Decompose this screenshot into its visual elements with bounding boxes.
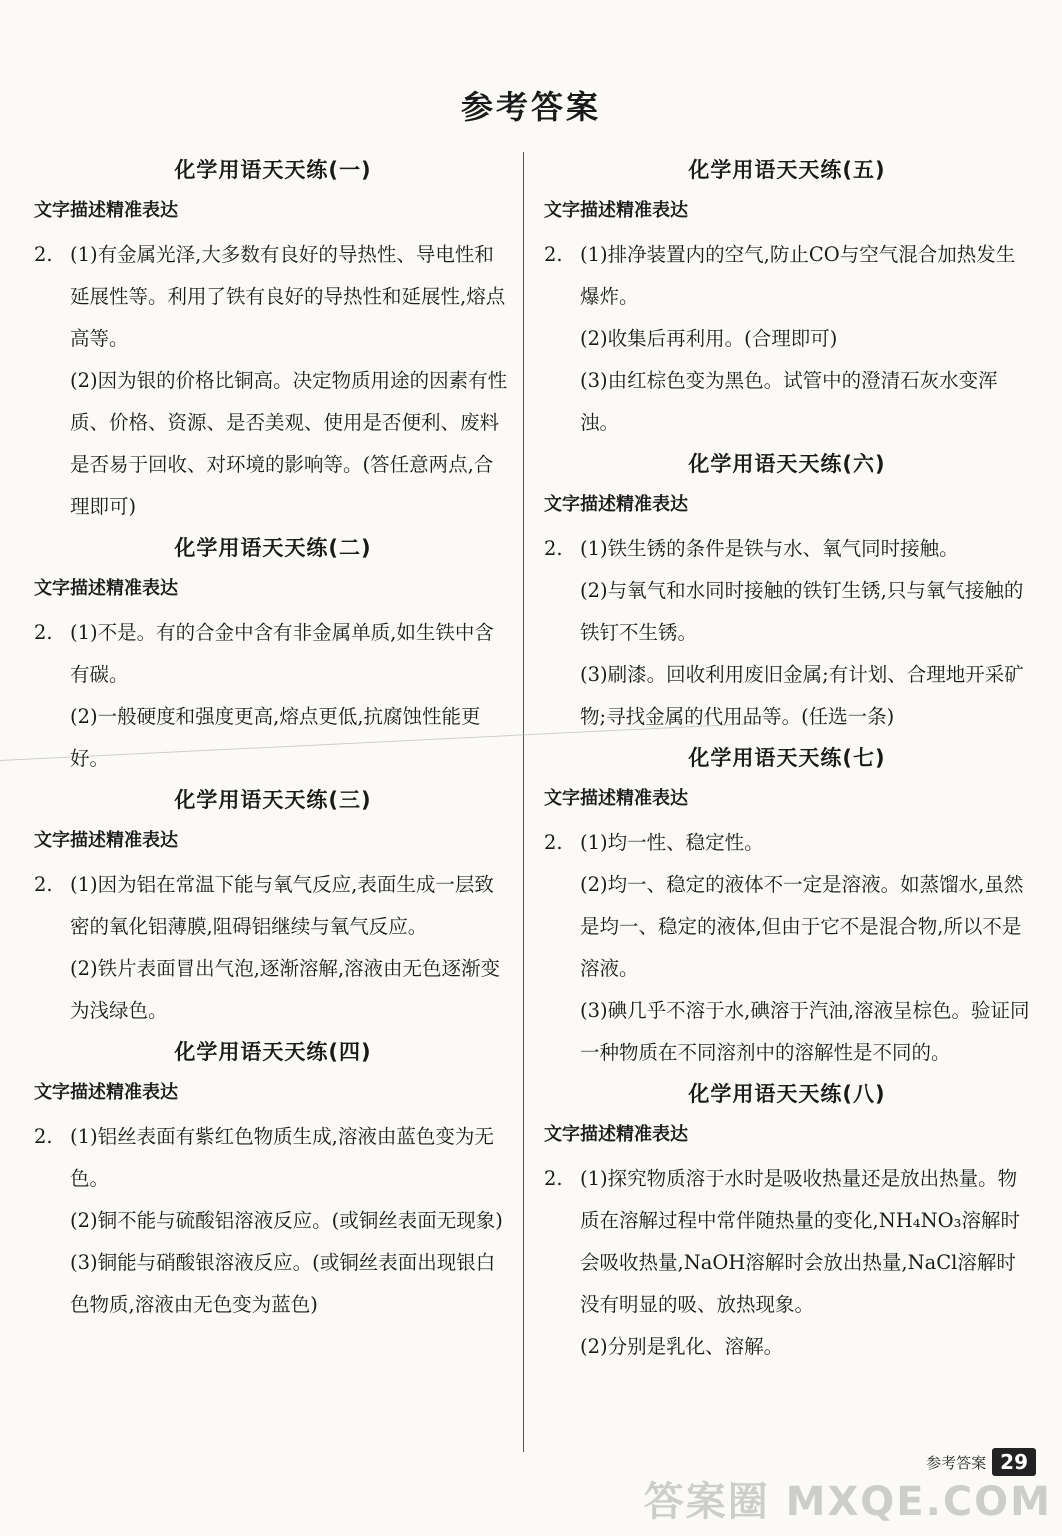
question-number: 2. (34, 243, 53, 266)
column-divider (523, 152, 524, 1452)
section-7 (544, 742, 1030, 1074)
answer-line: (2)一般硬度和强度更高,熔点更低,抗腐蚀性能更好。 (70, 705, 481, 770)
answer-line: (3)刷漆。回收利用废旧金属;有计划、合理地开采矿物;寻找金属的代用品等。(任选一条) (580, 663, 1024, 728)
answer-item (34, 234, 512, 360)
answer-line: (2)分别是乳化、溶解。 (580, 1335, 784, 1358)
section-title: 化学用语天天练(六) (688, 452, 886, 476)
answer-item (544, 528, 1030, 570)
answer-line: (1)探究物质溶于水时是吸收热量还是放出热量。物质在溶解过程中常伴随热量的变化,NH₄NO₃溶解时会吸收热量,NaOH溶解时会放出热量,NaCl溶解时没有明显的吸、放热现象。 (580, 1167, 1020, 1316)
section-6 (544, 448, 1030, 738)
section-title: 化学用语天天练(二) (174, 536, 372, 560)
answer-item (34, 1116, 512, 1200)
section-title: 化学用语天天练(一) (174, 158, 372, 182)
left-column (34, 152, 512, 1330)
answer-line: (2)均一、稳定的液体不一定是溶液。如蒸馏水,虽然是均一、稳定的液体,但由于它不是混合物,所以不是溶液。 (580, 873, 1024, 980)
section-subtitle: 文字描述精准表达 (544, 788, 688, 809)
section-title: 化学用语天天练(五) (688, 158, 886, 182)
answer-line: (1)均一性、稳定性。 (580, 831, 764, 854)
section-5 (544, 154, 1030, 444)
watermark: 答案圈 MXQE.COM (643, 1479, 1052, 1525)
answer-line: (3)由红棕色变为黑色。试管中的澄清石灰水变浑浊。 (580, 369, 998, 434)
answer-line: (1)因为铝在常温下能与氧气反应,表面生成一层致密的氧化铝薄膜,阻碍铝继续与氧气反应。 (70, 873, 494, 938)
section-title: 化学用语天天练(四) (174, 1040, 372, 1064)
page-footer (926, 1448, 1036, 1476)
question-number: 2. (544, 1167, 563, 1190)
section-subtitle: 文字描述精准表达 (544, 1124, 688, 1145)
section-3 (34, 784, 512, 1032)
answer-line: (3)碘几乎不溶于水,碘溶于汽油,溶液呈棕色。验证同一种物质在不同溶剂中的溶解性是不同的。 (580, 999, 1030, 1064)
section-4 (34, 1036, 512, 1326)
question-number: 2. (544, 831, 563, 854)
section-subtitle: 文字描述精准表达 (34, 200, 178, 221)
page-title: 参考答案 (460, 88, 601, 126)
answer-item (544, 234, 1030, 318)
section-title: 化学用语天天练(三) (174, 788, 372, 812)
answer-line: (3)铜能与硝酸银溶液反应。(或铜丝表面出现银白色物质,溶液由无色变为蓝色) (70, 1251, 496, 1316)
answer-line: (2)与氧气和水同时接触的铁钉生锈,只与氧气接触的铁钉不生锈。 (580, 579, 1024, 644)
section-subtitle: 文字描述精准表达 (544, 494, 688, 515)
question-number: 2. (34, 873, 53, 896)
section-title: 化学用语天天练(八) (688, 1082, 886, 1106)
answer-line: (2)铜不能与硫酸铝溶液反应。(或铜丝表面无现象) (70, 1209, 503, 1232)
answer-item (544, 1158, 1030, 1326)
footer-label: 参考答案 (926, 1453, 987, 1472)
question-number: 2. (544, 537, 563, 560)
section-subtitle: 文字描述精准表达 (34, 578, 178, 599)
section-2 (34, 532, 512, 780)
answer-item (34, 612, 512, 696)
answer-line: (1)不是。有的合金中含有非金属单质,如生铁中含有碳。 (70, 621, 494, 686)
page-number: 29 (992, 1448, 1036, 1476)
answer-line: (1)铝丝表面有紫红色物质生成,溶液由蓝色变为无色。 (70, 1125, 494, 1190)
question-number: 2. (34, 621, 53, 644)
section-subtitle: 文字描述精准表达 (34, 1082, 178, 1103)
right-column (544, 152, 1030, 1372)
answer-line: (1)排净装置内的空气,防止CO与空气混合加热发生爆炸。 (580, 243, 1016, 308)
question-number: 2. (544, 243, 563, 266)
section-title: 化学用语天天练(七) (688, 746, 886, 770)
answer-item (34, 864, 512, 948)
section-8 (544, 1078, 1030, 1368)
answer-item (544, 822, 1030, 864)
answer-line: (2)因为银的价格比铜高。决定物质用途的因素有性质、价格、资源、是否美观、使用是否便利、废料是否易于回收、对环境的影响等。(答任意两点,合理即可) (70, 369, 508, 518)
answer-line: (1)铁生锈的条件是铁与水、氧气同时接触。 (580, 537, 959, 560)
question-number: 2. (34, 1125, 53, 1148)
section-subtitle: 文字描述精准表达 (34, 830, 178, 851)
answer-line: (2)收集后再利用。(合理即可) (580, 327, 838, 350)
answer-line: (2)铁片表面冒出气泡,逐渐溶解,溶液由无色逐渐变为浅绿色。 (70, 957, 501, 1022)
answer-line: (1)有金属光泽,大多数有良好的导热性、导电性和延展性等。利用了铁有良好的导热性和延展性,熔点高等。 (70, 243, 506, 350)
section-subtitle: 文字描述精准表达 (544, 200, 688, 221)
section-1 (34, 154, 512, 528)
